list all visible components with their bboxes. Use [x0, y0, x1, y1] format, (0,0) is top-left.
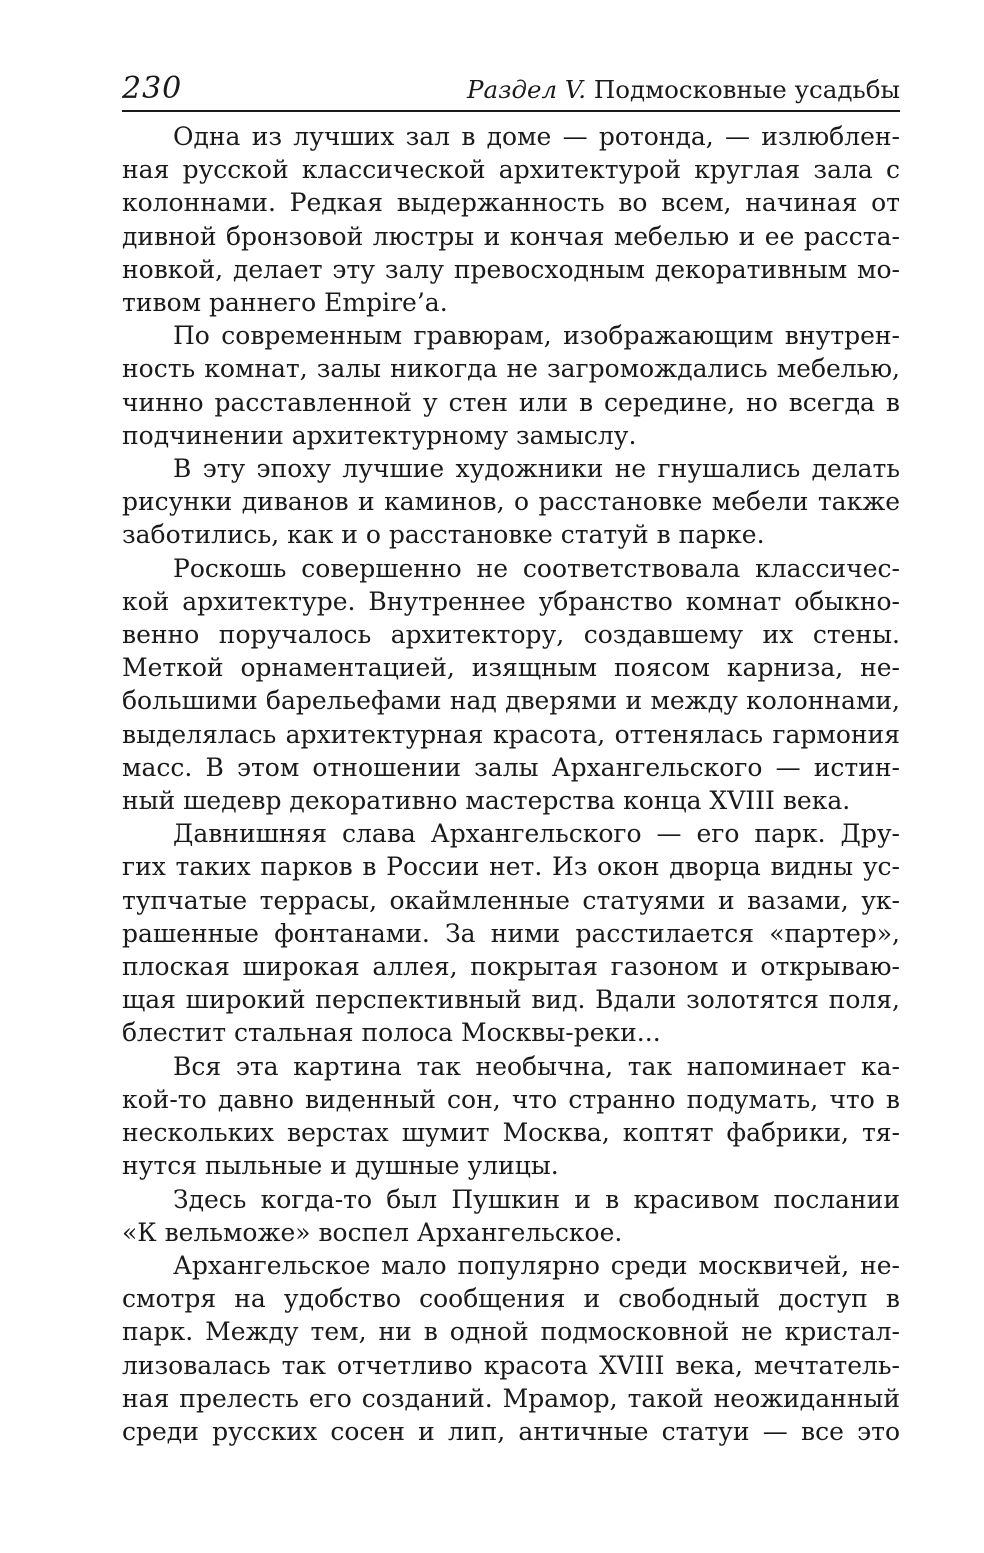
text-line: кой архитектуре. Внутреннее убранство комнат обыкно- — [122, 586, 900, 616]
text-line: лизовалась так отчетливо красота XVIII века, мечтатель- — [122, 1350, 900, 1380]
text-line: чинно расставленной у стен или в середине, но всегда в — [122, 387, 900, 417]
text-line: «К вельможе» воспел Архангельское. — [122, 1217, 623, 1247]
text-line: подчинении архитектурному замыслу. — [122, 420, 637, 450]
running-header — [122, 70, 900, 112]
text-line: новкой, делает эту залу превосходным декоративным мо- — [122, 254, 900, 284]
text-line: Здесь когда-то был Пушкин и в красивом послании — [173, 1184, 900, 1214]
text-line: дивной бронзовой люстры и кончая мебелью и ее расста- — [122, 221, 900, 251]
text-line: Давнишняя слава Архангельского — его парк. Дру- — [173, 819, 900, 849]
paragraph — [122, 120, 900, 319]
section-label: Раздел V. — [467, 75, 587, 104]
text-line: По современным гравюрам, изображающим внутрен- — [173, 321, 900, 351]
text-line: Архангельское мало популярно среди москвичей, не- — [173, 1250, 900, 1280]
text-line: нескольких верстах шумит Москва, коптят фабрики, тя- — [122, 1118, 900, 1148]
text-line: блестит стальная полоса Москвы-реки... — [122, 1018, 661, 1048]
body-text — [122, 120, 900, 1448]
text-line: Вся эта картина так необычна, так напоминает ка- — [173, 1051, 900, 1081]
text-line: Одна из лучших зал в доме — ротонда, — излюблен- — [173, 122, 900, 151]
text-line: щая широкий перспективный вид. Вдали золотятся поля, — [122, 985, 900, 1015]
text-line: тупчатые террасы, окаймленные статуями и вазами, ук- — [122, 885, 900, 915]
text-line: колоннами. Редкая выдержанность во всем, начиная от — [122, 188, 900, 218]
text-line: рашенные фонтанами. За ними расстилается «партер», — [122, 918, 900, 948]
text-line: плоская широкая аллея, покрытая газоном и открываю- — [122, 952, 900, 982]
text-line: кой-то давно виденный сон, что странно подумать, что в — [122, 1084, 900, 1114]
text-line: заботились, как и о расстановке статуй в парке. — [122, 520, 765, 550]
text-line: тивом раннего Empire’a. — [122, 288, 448, 318]
text-line: рисунки диванов и каминов, о расстановке мебели также — [122, 487, 900, 517]
paragraph — [122, 1249, 900, 1448]
text-line: большими барельефами над дверями и между колоннами, — [122, 686, 900, 716]
text-line: масс. В этом отношении залы Архангельского — истин- — [122, 752, 900, 782]
text-line: ная русской классической архитектурой круглая зала с — [122, 155, 900, 185]
text-line: гих таких парков в России нет. Из окон дворца видны ус- — [122, 852, 900, 882]
text-line: смотря на удобство сообщения и свободный доступ в — [122, 1284, 900, 1314]
section-title: Подмосковные усадьбы — [593, 75, 900, 104]
page-number: 230 — [122, 71, 183, 106]
text-line: Роскошь совершенно не соответствовала классичес- — [173, 553, 900, 583]
book-page — [122, 70, 900, 1448]
text-line: ность комнат, залы никогда не загромождались мебелью, — [122, 354, 900, 384]
text-line: ная прелесть его созданий. Мрамор, такой неожиданный — [122, 1383, 900, 1413]
text-line: ный шедевр декоративно мастерства конца XVIII века. — [122, 786, 851, 816]
paragraph — [122, 319, 900, 452]
paragraph — [122, 452, 900, 552]
paragraph — [122, 552, 900, 818]
paragraph — [122, 817, 900, 1049]
paragraph — [122, 1183, 900, 1249]
text-line: В эту эпоху лучшие художники не гнушались делать — [173, 454, 900, 484]
text-line: Меткой орнаментацией, изящным поясом карниза, не- — [122, 653, 900, 683]
text-line: выделялась архитектурная красота, оттенялась гармония — [122, 719, 900, 749]
text-line: венно поручалось архитектору, создавшему их стены. — [122, 620, 900, 650]
text-line: среди русских сосен и лип, античные статуи — все это — [122, 1416, 900, 1446]
text-line: нутся пыльные и душные улицы. — [122, 1151, 559, 1181]
section-heading — [467, 74, 900, 106]
text-line: парк. Между тем, ни в одной подмосковной не кристал- — [122, 1317, 900, 1347]
paragraph — [122, 1050, 900, 1183]
